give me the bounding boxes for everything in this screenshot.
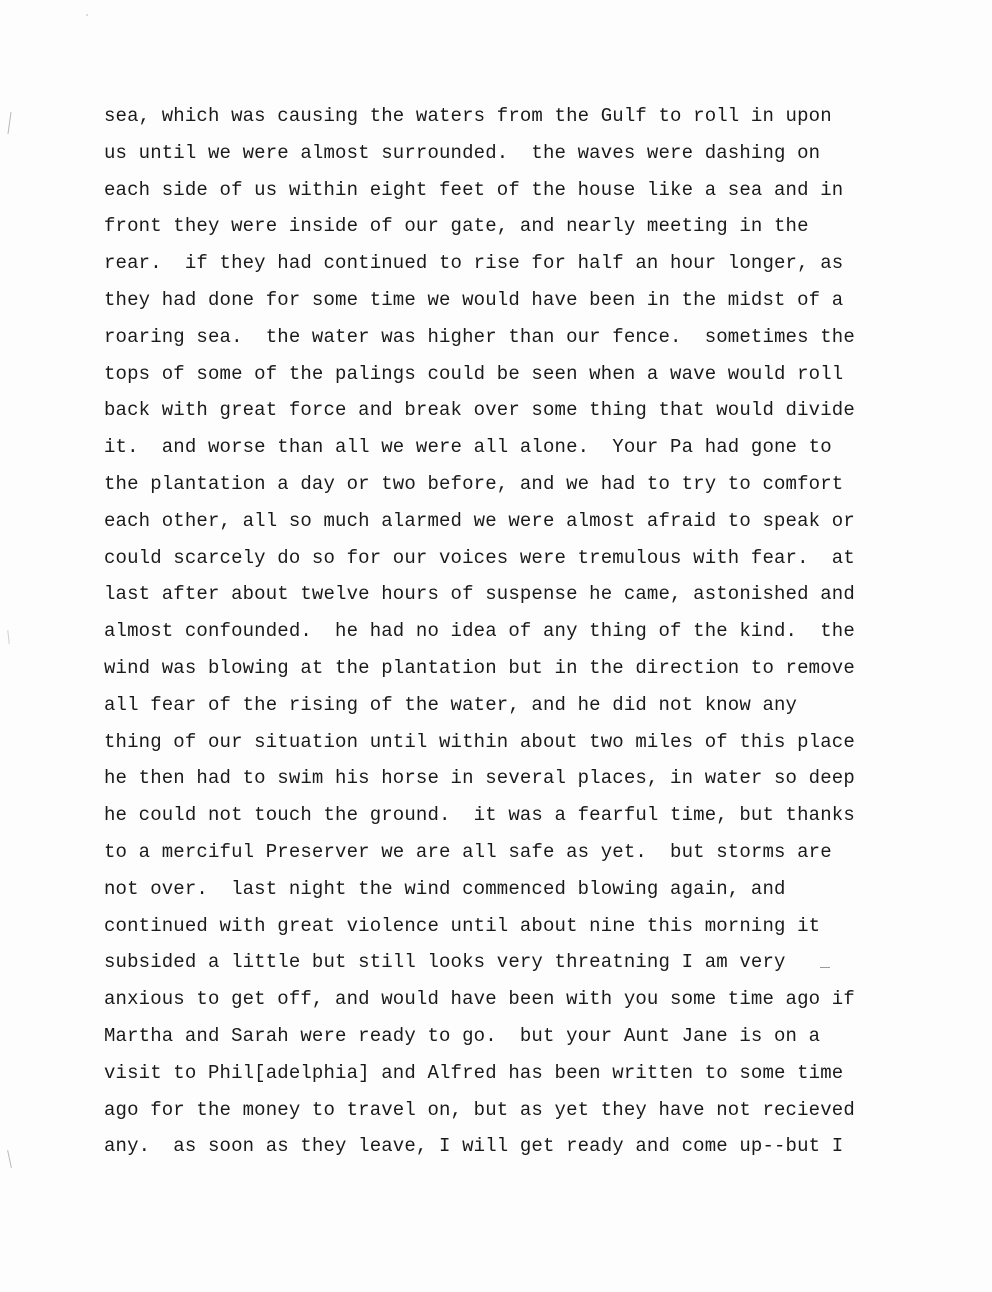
text-line: could scarcely do so for our voices were tremulous with fear. at	[104, 546, 855, 569]
text-line: sea, which was causing the waters from the Gulf to roll in upon	[104, 105, 832, 127]
letter-body	[104, 98, 964, 1165]
text-line: Martha and Sarah were ready to go. but your Aunt Jane is on a	[104, 1024, 821, 1047]
text-line: visit to Phil[adelphia] and Alfred has been written to some time	[104, 1061, 844, 1084]
text-line: any. as soon as they leave, I will get ready and come up--but I	[104, 1135, 844, 1158]
text-line: ago for the money to travel on, but as yet they have not recieved	[104, 1098, 855, 1121]
text-line: roaring sea. the water was higher than our fence. sometimes the	[104, 325, 855, 348]
text-line: all fear of the rising of the water, and he did not know any	[104, 693, 798, 716]
text-line: the plantation a day or two before, and we had to try to comfort	[104, 472, 844, 495]
scan-margin-mark	[7, 1150, 12, 1168]
text-line: last after about twelve hours of suspense he came, astonished and	[104, 583, 855, 606]
scan-margin-mark	[7, 112, 11, 134]
text-line: anxious to get off, and would have been with you some time ago if	[104, 988, 855, 1011]
text-line: to a merciful Preserver we are all safe as yet. but storms are	[104, 840, 832, 863]
text-line: he then had to swim his horse in several places, in water so deep	[104, 767, 855, 790]
text-line: not over. last night the wind commenced blowing again, and	[104, 877, 786, 900]
text-line: front they were inside of our gate, and nearly meeting in the	[104, 215, 809, 238]
text-line: continued with great violence until about nine this morning it	[104, 914, 821, 937]
text-line: thing of our situation until within about two miles of this place	[104, 730, 855, 753]
text-line: tops of some of the palings could be seen when a wave would roll	[104, 362, 844, 385]
text-line: each side of us within eight feet of the house like a sea and in	[104, 178, 844, 201]
text-line: back with great force and break over some thing that would divide	[104, 399, 855, 422]
text-line: they had done for some time we would have been in the midst of a	[104, 288, 844, 311]
text-line: us until we were almost surrounded. the waves were dashing on	[104, 141, 821, 164]
text-line: each other, all so much alarmed we were almost afraid to speak or	[104, 509, 855, 532]
text-line: he could not touch the ground. it was a fearful time, but thanks	[104, 804, 855, 827]
scan-speck	[86, 14, 88, 16]
text-line: wind was blowing at the plantation but in the direction to remove	[104, 656, 855, 679]
scan-margin-mark	[7, 630, 9, 644]
text-line: almost confounded. he had no idea of any thing of the kind. the	[104, 620, 855, 643]
text-line: rear. if they had continued to rise for half an hour longer, as	[104, 252, 844, 275]
text-line: subsided a little but still looks very threatning I am very	[104, 951, 786, 974]
text-line: it. and worse than all we were all alone. Your Pa had gone to	[104, 436, 832, 459]
